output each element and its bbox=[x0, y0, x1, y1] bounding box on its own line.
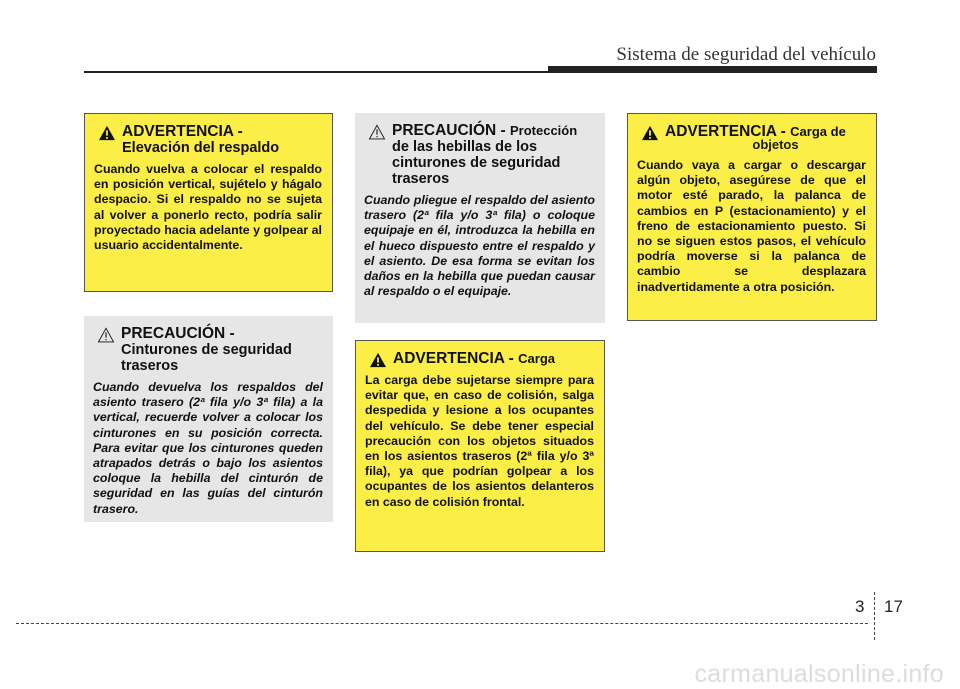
caution-body: Cuando pliegue el respaldo del asiento trasero (2ª fila y/o 3ª fila) o coloque equipaje en él, introduzca la hebilla en el hueco dispuesto entre el respaldo y el asiento. De esa forma se evitan los daños en la hebilla que puedan causar al respaldo o el equipaje. bbox=[364, 193, 595, 299]
caution-triangle-icon bbox=[97, 327, 115, 343]
warning-title bbox=[393, 350, 594, 367]
caution-subtitle: Cinturones de seguridad traseros bbox=[121, 342, 292, 374]
warning-subtitle: Elevación del respaldo bbox=[122, 140, 280, 156]
caution-title-suffix: Protección bbox=[509, 123, 578, 138]
warning-box-backrest bbox=[84, 113, 333, 292]
warning-box-header bbox=[94, 123, 322, 156]
caution-box-header bbox=[364, 122, 595, 187]
page-header-title: Sistema de seguridad del vehículo bbox=[616, 44, 876, 65]
warning-box-loading bbox=[627, 113, 877, 321]
watermark-text: carmanualsonline.info bbox=[694, 660, 944, 688]
warning-title-suffix-2: objetos bbox=[752, 137, 799, 152]
warning-title-label: ADVERTENCIA - bbox=[665, 123, 786, 140]
warning-box-cargo bbox=[355, 340, 605, 552]
warning-body: Cuando vaya a cargar o descargar algún objeto, asegúrese de que el motor esté parado, la palanca de cambios en P (estacionamiento) y el freno de estacionamiento puesto. Si no se siguen estos pasos, el vehículo podría moverse si la palanca de cambio se desplazara inadvertidamente a otra posición. bbox=[637, 158, 866, 294]
page-number: 17 bbox=[884, 597, 903, 616]
header-rule bbox=[84, 71, 550, 73]
caution-title: PRECAUCIÓN - bbox=[121, 325, 235, 342]
warning-triangle-icon bbox=[641, 125, 659, 141]
caution-box-buckles bbox=[355, 113, 605, 323]
warning-triangle-icon bbox=[98, 125, 116, 141]
caution-triangle-icon bbox=[368, 124, 386, 140]
page-number-divider bbox=[874, 592, 875, 640]
footer-rule bbox=[16, 623, 868, 624]
warning-body: La carga debe sujetarse siempre para evitar que, en caso de colisión, salga despedida y lesione a los ocupantes del vehículo. Se debe tener especial precaución con los objetos situados en los asientos traseros (2ª fila y/o 3ª fila), ya que podrían golpear a los ocupantes de los asientos delanteros en caso de colisión frontal. bbox=[365, 373, 594, 509]
warning-title-suffix: Carga bbox=[518, 351, 556, 366]
caution-box-header bbox=[93, 325, 323, 374]
caution-title bbox=[392, 122, 595, 139]
caution-box-belts bbox=[84, 316, 333, 522]
warning-title: ADVERTENCIA - bbox=[122, 123, 243, 140]
warning-box-header bbox=[365, 350, 594, 367]
chapter-number: 3 bbox=[855, 597, 865, 616]
header-rule-thick bbox=[548, 66, 877, 73]
warning-box-header bbox=[637, 123, 866, 152]
caution-title-label: PRECAUCIÓN - bbox=[392, 122, 506, 139]
caution-body: Cuando devuelva los respaldos del asiento trasero (2ª fila y/o 3ª fila) a la vertical, recuerde volver a colocar los cinturones en su posición correcta. Para evitar que los cinturones queden atrapados detrás o bajo los asientos coloque la hebilla del cinturón de seguridad en las guías del cinturón trasero. bbox=[93, 380, 323, 516]
warning-triangle-icon bbox=[369, 352, 387, 368]
warning-body: Cuando vuelva a colocar el respaldo en posición vertical, sujételo y hágalo despacio. Si el respaldo no se sujeta al volver a ponerlo recto, podría salir proyectado hacia adelante y golpear al usuario accidentalmente. bbox=[94, 162, 322, 253]
caution-subtitle: de las hebillas de los cinturones de seguridad traseros bbox=[392, 139, 561, 187]
warning-title-suffix: Carga de bbox=[790, 124, 846, 139]
warning-title-label: ADVERTENCIA - bbox=[393, 350, 514, 367]
